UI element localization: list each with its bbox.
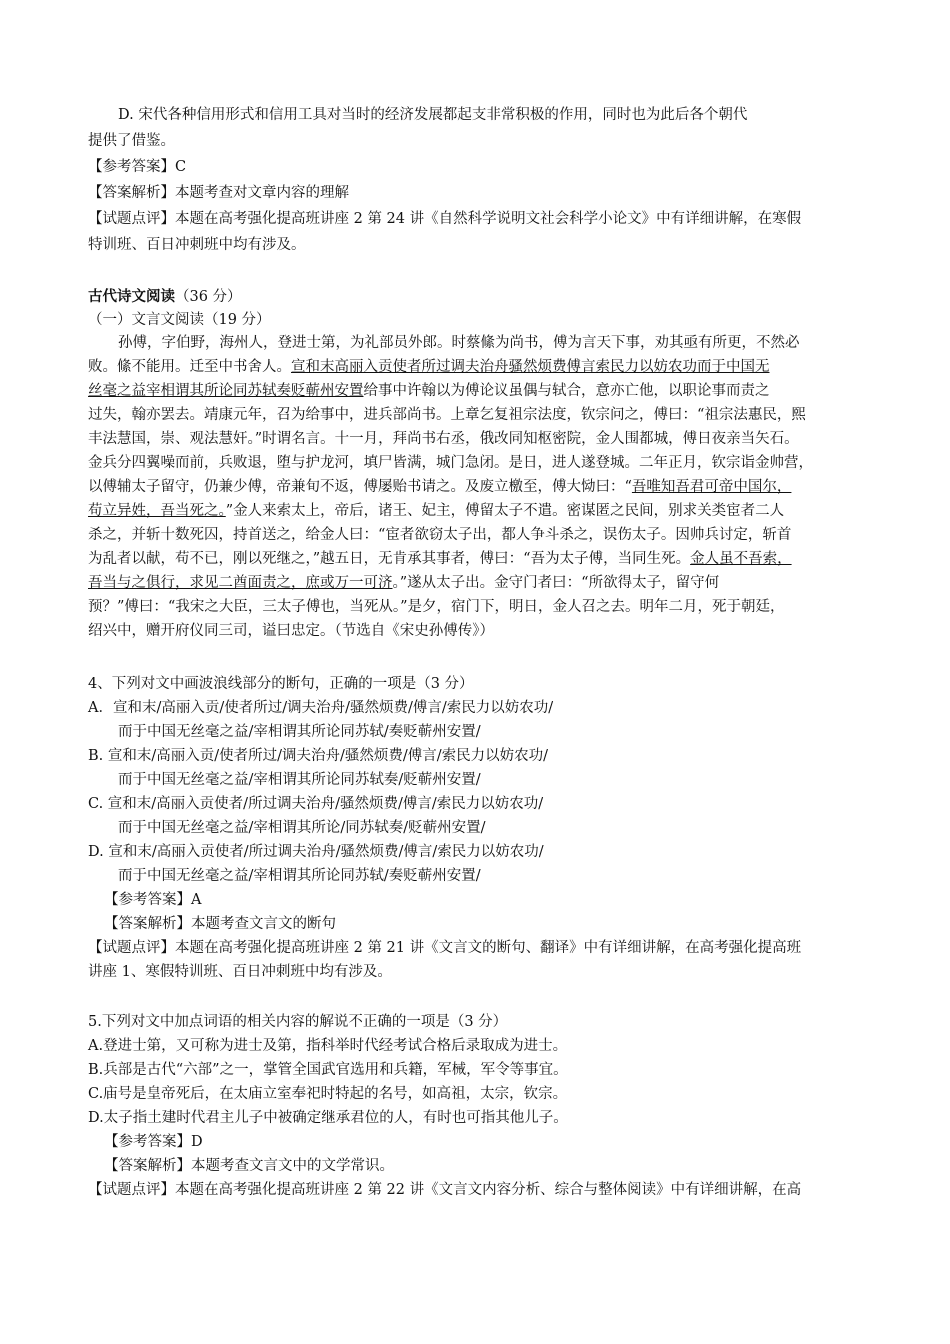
passage-line: 预？”傅曰：“我宋之大臣，三太子傅也，当死从。”是夕，宿门下，明日，金人召之去。明年二月，死于朝廷， (88, 599, 785, 615)
section-heading (88, 285, 242, 309)
passage-line (88, 547, 792, 571)
passage-text: 为乱者以献，苟不已，刚以死继之，”越五日，无肯承其事者，傅曰：“吾为太子傅，当同生死。 (88, 551, 691, 567)
q5-option-a: A.登进士第，又可称为进士及第，指科举时代经考试合格后录取成为进士。 (88, 1038, 568, 1054)
comment-1-line2: 特训班、百日冲刺班中均有涉及。 (88, 237, 306, 253)
q4-option-b: B. 宣和末/高丽入贡/使者所过/调夫治舟/骚然烦费/傅言/索民力以妨农功/ (88, 748, 549, 764)
wavy-underline-text: 宣和末高丽入贡使者所过调夫治舟骚然烦费傅言索民力以妨农功而于中国无 (291, 359, 770, 375)
passage-line: 绍兴中，赠开府仪同三司，谥曰忠定。（节选自《宋史孙傅传》） (88, 623, 494, 639)
passage-line (88, 499, 784, 523)
passage-text: 败。絛不能用。迁至中书舍人。 (88, 359, 291, 375)
q4-answer: 【参考答案】A (104, 892, 202, 908)
q4-analysis: 【答案解析】本题考查文言文的断句 (104, 916, 336, 932)
section-title: 古代诗文阅读 (88, 289, 175, 305)
q5-comment-line1: 【试题点评】本题在高考强化提高班讲座 2 第 22 讲《文言文内容分析、综合与整体阅读》中有详细讲解，在高 (88, 1182, 802, 1198)
comment-1-line1: 【试题点评】本题在高考强化提高班讲座 2 第 24 讲《自然科学说明文社会科学小论文》中有详细讲解，在寒假 (88, 211, 802, 227)
q4-option-c-cont: 而于中国无丝毫之益/宰相谓其所论/同苏轼奏/贬蕲州安置/ (118, 820, 486, 836)
question-5-stem: 5.下列对文中加点词语的相关内容的解说不正确的一项是（3 分） (88, 1014, 508, 1030)
wavy-underline-text: 丝毫之益宰相谓其所论同苏轼奏贬蕲州安置 (88, 383, 364, 399)
passage-line: 杀之，并斩十数死囚，持首送之，给金人曰：“宦者欲窃太子出，都人争斗杀之，误伤太子。因帅兵讨定，斩首 (88, 527, 792, 543)
q4-option-d: D. 宣和末/高丽入贡使者/所过调夫治舟/骚然烦费/傅言/索民力以妨农功/ (88, 844, 544, 860)
q5-option-b: B.兵部是古代“六部”之一，掌管全国武官选用和兵籍，军械，军令等事宜。 (88, 1062, 568, 1078)
passage-text: 。”遂从太子出。金守门者曰：“所欲得太子，留守何 (392, 575, 720, 591)
option-d-line2: 提供了借鉴。 (88, 133, 175, 149)
passage-line (88, 571, 719, 595)
section-score: （36 分） (175, 289, 242, 305)
subsection-heading: （一）文言文阅读（19 分） (88, 312, 271, 328)
underlined-text: 吾当与之俱行，求见二酋面责之，庶或万一可济 (88, 575, 393, 591)
passage-line (88, 379, 770, 403)
q4-option-d-cont: 而于中国无丝毫之益/宰相谓其所论同苏轼/奏贬蕲州安置/ (118, 868, 481, 884)
q4-option-c: C. 宣和末/高丽入贡使者/所过调夫治舟/骚然烦费/傅言/索民力以妨农功/ (88, 796, 544, 812)
passage-text: 以傅辅太子留守，仍兼少傅，帝兼旬不返，傅屡贻书请之。及废立檄至，傅大恸曰：“ (88, 479, 632, 495)
q5-analysis: 【答案解析】本题考查文言文中的文学常识。 (104, 1158, 394, 1174)
q4-comment-line2: 讲座 1、寒假特训班、百日冲刺班中均有涉及。 (88, 964, 392, 980)
underlined-text: 苟立异姓，吾当死之。 (88, 503, 226, 519)
option-d-line1: D. 宋代各种信用形式和信用工具对当时的经济发展都起支非常积极的作用，同时也为此后各个朝代 (118, 107, 748, 123)
analysis-1: 【答案解析】本题考查对文章内容的理解 (88, 185, 349, 201)
answer-c: 【参考答案】C (88, 159, 187, 175)
q4-option-b-cont: 而于中国无丝毫之益/宰相谓其所论同苏轼奏/贬蕲州安置/ (118, 772, 481, 788)
q4-option-a: A．宣和末/高丽入贡/使者所过/调夫治舟/骚然烦费/傅言/索民力以妨农功/ (88, 700, 554, 716)
underlined-text: 吾唯知吾君可帝中国尔， (631, 479, 792, 495)
q4-option-a-cont: 而于中国无丝毫之益/宰相谓其所论同苏轼/奏贬蕲州安置/ (118, 724, 481, 740)
q5-option-c: C.庙号是皇帝死后，在太庙立室奉祀时特起的名号，如高祖，太宗，钦宗。 (88, 1086, 568, 1102)
passage-line: 金兵分四翼噪而前，兵败退，堕与护龙河，填尸皆满，城门急闭。是日，进人遂登城。二年正月，钦宗诣金帅营， (88, 455, 813, 471)
passage-line (88, 355, 770, 379)
underlined-text: 金人虽不吾索， (690, 551, 792, 567)
passage-text: ”金人来索太上，帝后，诸王、妃主，傅留太子不遣。密谋匿之民间，别求关类宦者二人 (225, 503, 785, 519)
passage-text: 给事中许翰以为傅论议虽偶与轼合，意亦亡他，以职论事而责之 (363, 383, 770, 399)
question-4-stem: 4、下列对文中画波浪线部分的断句，正确的一项是（3 分） (88, 676, 474, 692)
passage-line: 孙傅，字伯野，海州人，登进士第，为礼部员外郎。时蔡絛为尚书，傅为言天下事，劝其亟有所更，不然必 (118, 335, 800, 351)
passage-line: 过失，翰亦罢去。靖康元年，召为给事中，进兵部尚书。上章乞复祖宗法度，钦宗问之，傅曰：“祖宗法惠民，熙 (88, 407, 806, 423)
q5-option-d: D.太子指土建时代君主儿子中被确定继承君位的人，有时也可指其他儿子。 (88, 1110, 568, 1126)
q4-comment-line1: 【试题点评】本题在高考强化提高班讲座 2 第 21 讲《文言文的断句、翻译》中有详细讲解，在高考强化提高班 (88, 940, 802, 956)
q5-answer: 【参考答案】D (104, 1134, 203, 1150)
passage-line (88, 475, 791, 499)
passage-line: 丰法慧国，崇、观法慧奸。”时谓名言。十一月，拜尚书右丞，俄改同知枢密院，金人围都城，傅日夜亲当矢石。 (88, 431, 799, 447)
